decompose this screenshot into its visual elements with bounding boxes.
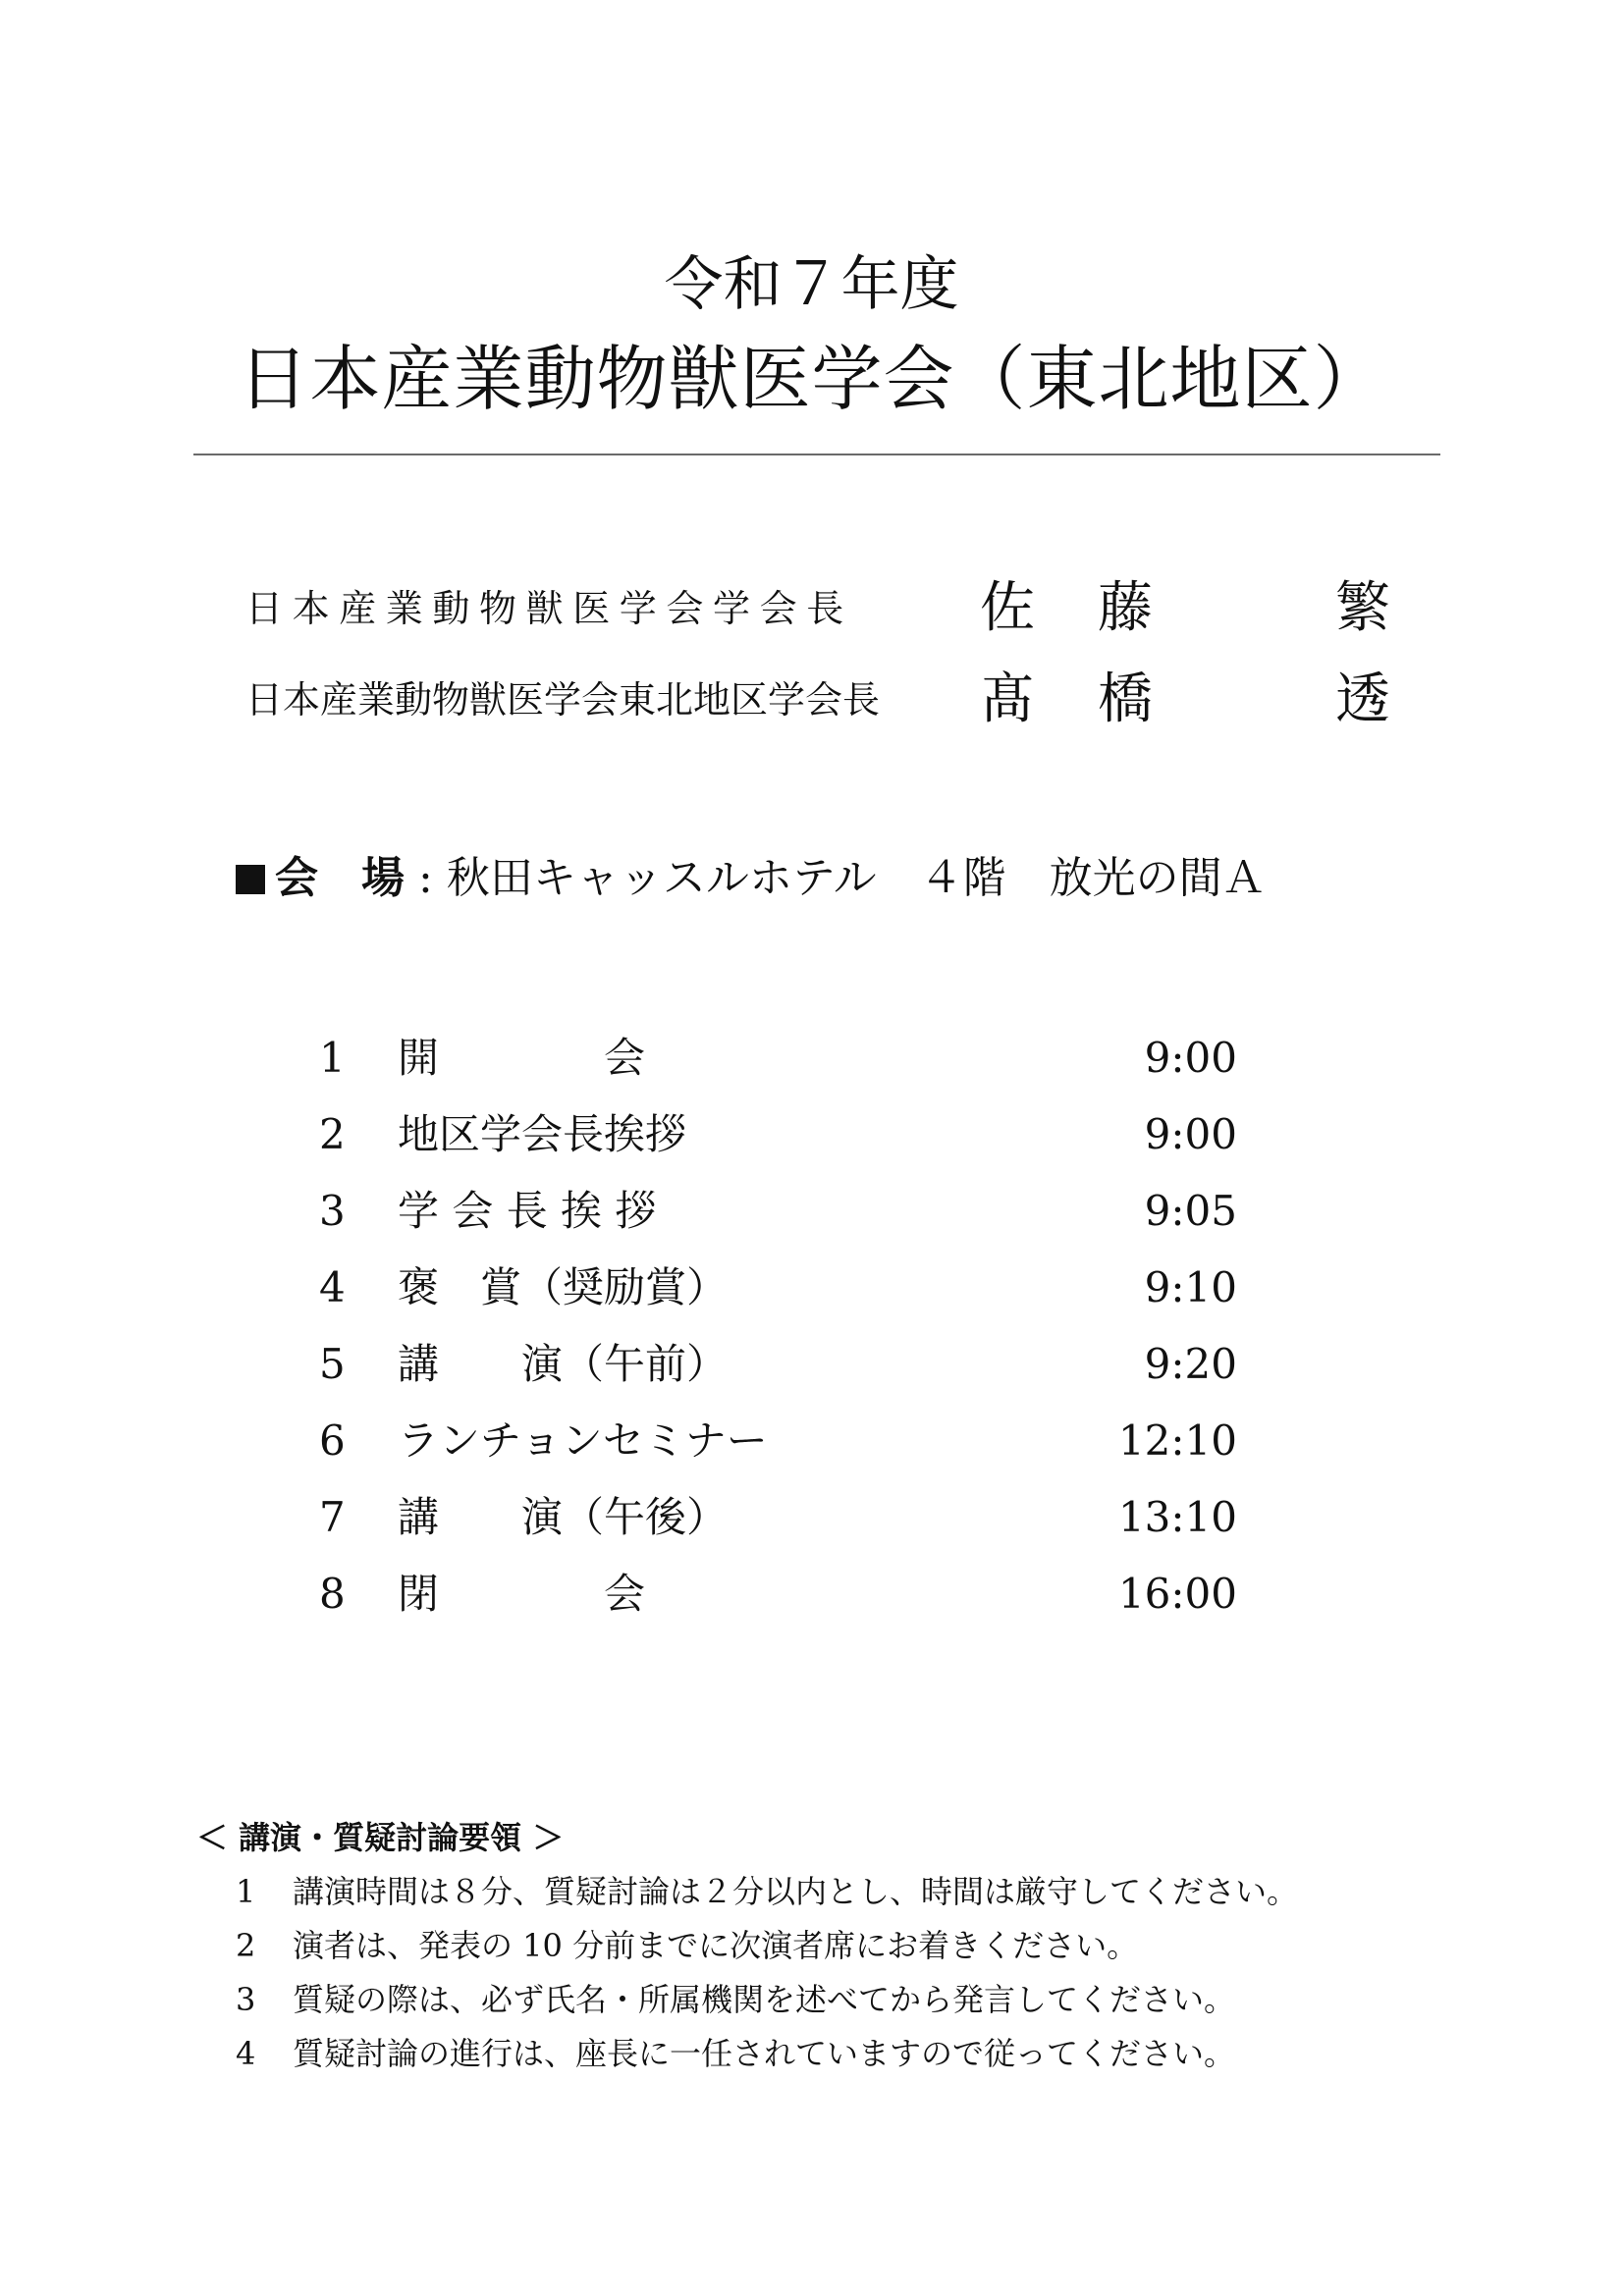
note-item-text: 演者は、発表の 10 分前までに次演者席にお着きください。 (293, 1927, 1139, 1964)
page-title: 日本産業動物獣医学会（東北地区） (238, 338, 1385, 420)
president-role-1: 日本産業動物獣医学会学会長 (245, 587, 853, 630)
schedule-item-label: 学 会 長 挨 拶 (398, 1187, 657, 1235)
square-bullet-icon (236, 865, 265, 894)
schedule-item-number: 3 (319, 1187, 346, 1235)
schedule-item-number: 5 (319, 1340, 346, 1388)
president-name-family-2: 髙 (980, 667, 1035, 731)
venue-value: 秋田キャッスルホテル ４階 放光の間Ａ (446, 853, 1266, 903)
venue-label: 会 場 (275, 853, 405, 903)
note-item-text: 質疑討論の進行は、座長に一任されていますので従ってください。 (293, 2035, 1236, 2072)
schedule-item-label: 閉 会 (398, 1570, 646, 1618)
venue-separator: : (418, 853, 433, 903)
note-item-text: 講演時間は８分、質疑討論は２分以内とし、時間は厳守してください。 (293, 1873, 1299, 1910)
schedule-item-time: 12:10 (1117, 1416, 1237, 1465)
president-role-2: 日本産業動物獣医学会東北地区学会長 (245, 678, 881, 721)
venue-line (236, 849, 1266, 908)
schedule-item-time: 9:00 (1144, 1034, 1237, 1082)
schedule-item-label: 開 会 (398, 1034, 646, 1082)
schedule-item-number: 4 (319, 1263, 346, 1311)
schedule-item-time: 9:00 (1144, 1110, 1237, 1158)
schedule-item-label: 講 演（午前） (398, 1340, 729, 1388)
note-item-text: 質疑の際は、必ず氏名・所属機関を述べてから発言してください。 (293, 1981, 1236, 2018)
president-name-given-2: 透 (1335, 667, 1390, 731)
president-name-family-1: 佐 (980, 576, 1035, 640)
schedule-item-number: 1 (319, 1034, 346, 1082)
title-divider (193, 454, 1440, 455)
schedule-item-label: 地区学会長挨拶 (398, 1110, 687, 1158)
schedule-item-time: 9:10 (1144, 1263, 1237, 1311)
schedule-item-time: 13:10 (1117, 1493, 1237, 1541)
note-item-number: 3 (236, 1981, 256, 2018)
title-year-line: 令和７年度 (664, 250, 959, 319)
schedule-item-time: 9:20 (1144, 1340, 1237, 1388)
notes-heading: ＜ 講演・質疑討論要領 ＞ (196, 1819, 565, 1856)
schedule-item-label: 褒 賞（奨励賞） (398, 1263, 729, 1311)
president-name-given-1: 繁 (1335, 576, 1390, 640)
schedule-item-time: 16:00 (1117, 1570, 1237, 1618)
president-name-family-1b: 藤 (1098, 576, 1153, 640)
schedule-item-number: 6 (319, 1416, 346, 1465)
schedule-item-number: 2 (319, 1110, 346, 1158)
note-item-number: 1 (236, 1873, 256, 1910)
schedule-item-time: 9:05 (1144, 1187, 1237, 1235)
note-item-number: 4 (236, 2035, 256, 2072)
schedule-item-number: 7 (319, 1493, 346, 1541)
schedule-item-label: 講 演（午後） (398, 1493, 729, 1541)
schedule-item-label: ランチョンセミナー (398, 1416, 768, 1465)
note-item-number: 2 (236, 1927, 256, 1964)
president-name-family-2b: 橋 (1098, 667, 1153, 731)
schedule-item-number: 8 (319, 1570, 346, 1618)
